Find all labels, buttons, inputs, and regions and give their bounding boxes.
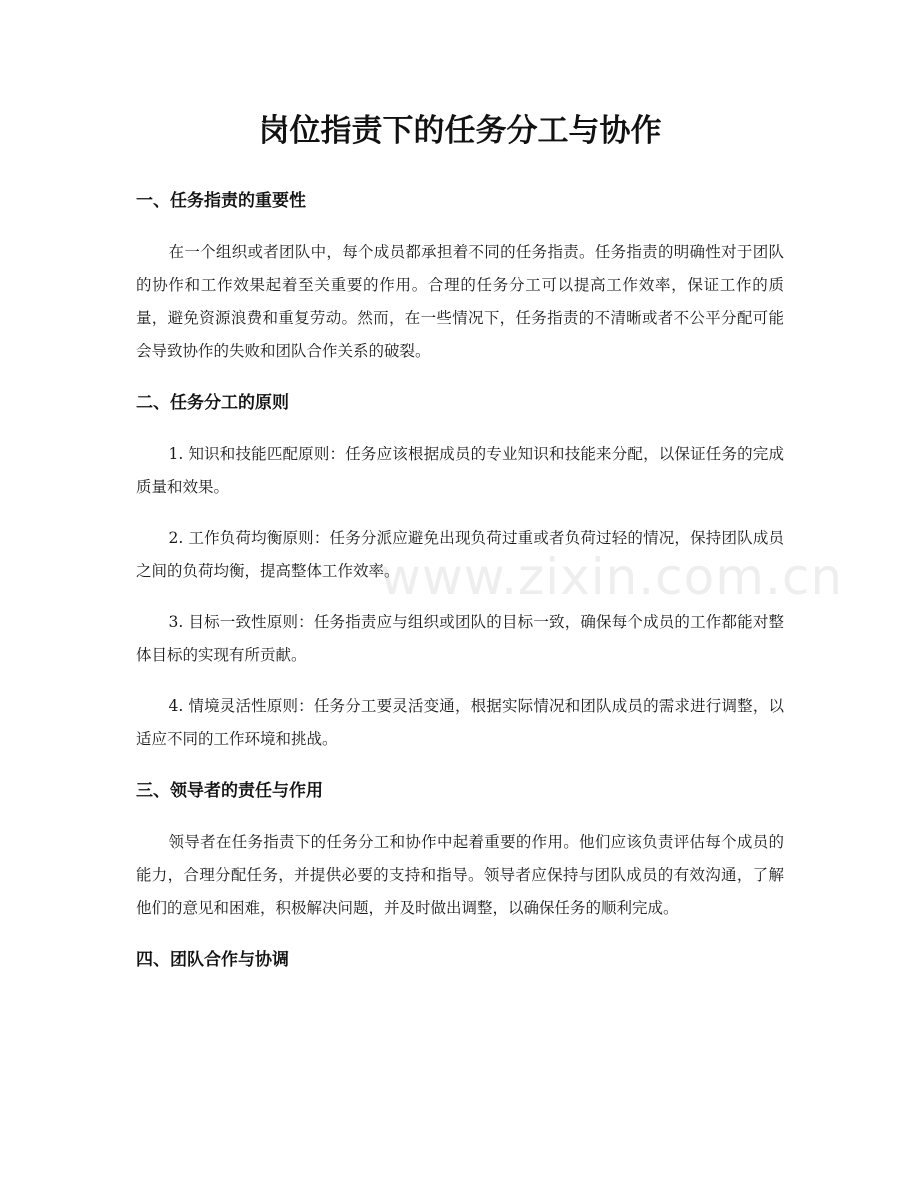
list-paragraph: 2. 工作负荷均衡原则：任务分派应避免出现负荷过重或者负荷过轻的情况，保持团队成员之间的负荷均衡，提高整体工作效率。 [136, 529, 784, 580]
section-heading: 三、领导者的责任与作用 [136, 781, 323, 801]
section-heading: 二、任务分工的原则 [136, 393, 289, 413]
list-paragraph: 1. 知识和技能匹配原则：任务应该根据成员的专业知识和技能来分配，以保证任务的完成质量和效果。 [136, 445, 784, 496]
list-paragraph: 3. 目标一致性原则：任务指责应与组织或团队的目标一致，确保每个成员的工作都能对整体目标的实现有所贡献。 [136, 613, 784, 664]
list-paragraph: 4. 情境灵活性原则：任务分工要灵活变通，根据实际情况和团队成员的需求进行调整，以适应不同的工作环境和挑战。 [136, 697, 784, 748]
document-title: 岗位指责下的任务分工与协作 [258, 113, 662, 149]
section-heading: 四、团队合作与协调 [136, 950, 289, 970]
document-body [136, 186, 784, 995]
paragraph: 在一个组织或者团队中，每个成员都承担着不同的任务指责。任务指责的明确性对于团队的协作和工作效果起着至关重要的作用。合理的任务分工可以提高工作效率，保证工作的质量，避免资源浪费和重复劳动。然而，在一些情况下，任务指责的不清晰或者不公平分配可能会导致协作的失败和团队合作关系的破裂。 [136, 243, 784, 360]
watermark: www.zixin.com.cn [380, 548, 844, 606]
paragraph: 领导者在任务指责下的任务分工和协作中起着重要的作用。他们应该负责评估每个成员的能力，合理分配任务，并提供必要的支持和指导。领导者应保持与团队成员的有效沟通，了解他们的意见和困难，积极解决问题，并及时做出调整，以确保任务的顺利完成。 [136, 833, 784, 917]
section-heading: 一、任务指责的重要性 [136, 191, 306, 211]
